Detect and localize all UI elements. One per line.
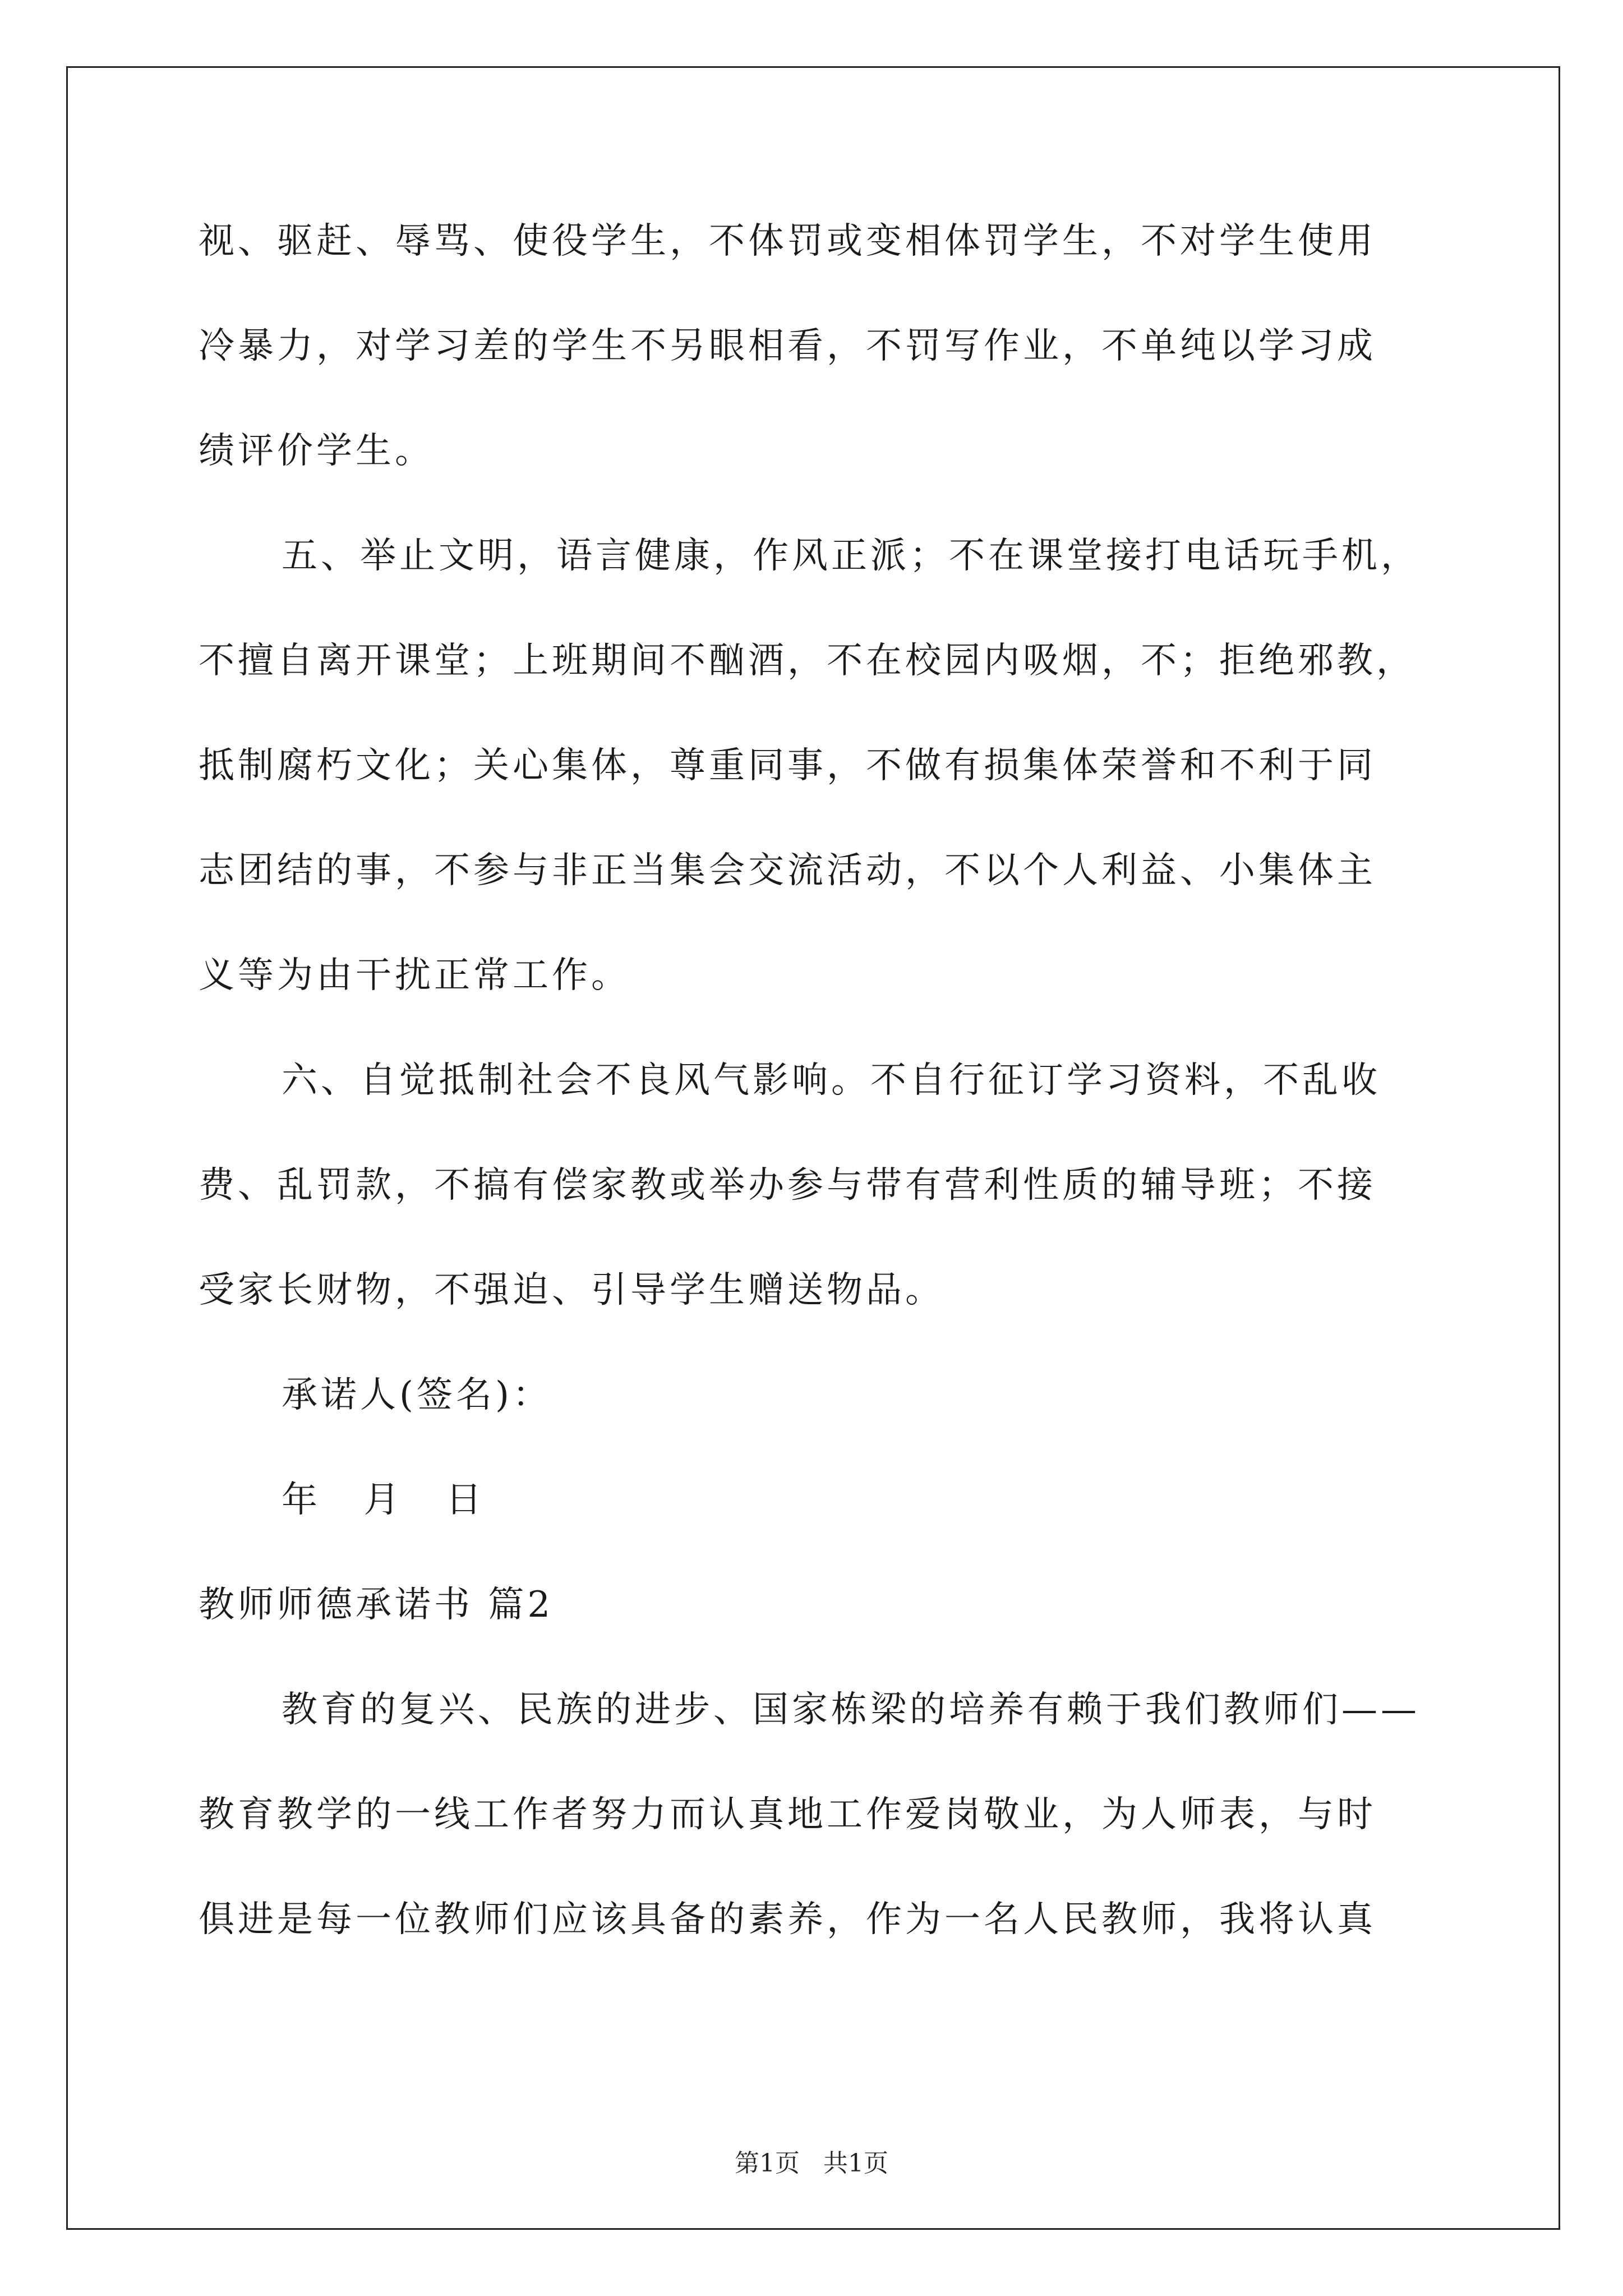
- text-line: 承诺人(签名)：: [282, 1374, 552, 1416]
- date-month: 月: [363, 1479, 403, 1521]
- text-line: 志团结的事，不参与非正当集会交流活动，不以个人利益、小集体主: [199, 850, 1376, 891]
- text-line: 冷暴力，对学习差的学生不另眼相看，不罚写作业，不单纯以学习成: [199, 325, 1376, 367]
- text-line: 五、举止文明，语言健康，作风正派；不在课堂接打电话玩手机，: [282, 535, 1420, 577]
- page-number: 第1页: [735, 2149, 800, 2178]
- date-line: [199, 1478, 1432, 1582]
- text-line: 俱进是每一位教师们应该具备的素养，作为一名人民教师，我将认真: [199, 1899, 1376, 1940]
- paragraph-block-before: [199, 219, 1432, 1478]
- page-total: 共1页: [823, 2149, 888, 2178]
- date-year: 年: [282, 1479, 321, 1521]
- text-line: 义等为由干扰正常工作。: [199, 955, 630, 996]
- paragraph-block-after: [199, 1687, 1432, 2002]
- text-line: 绩评价学生。: [199, 430, 434, 472]
- text-line: 六、自觉抵制社会不良风气影响。不自行征订学习资料，不乱收: [282, 1060, 1381, 1101]
- text-line: 不擅自离开课堂；上班期间不酗酒，不在校园内吸烟，不；拒绝邪教，: [199, 640, 1415, 682]
- text-line: 抵制腐朽文化；关心集体，尊重同事，不做有损集体荣誉和不利于同: [199, 745, 1376, 786]
- text-line: 视、驱赶、辱骂、使役学生，不体罚或变相体罚学生，不对学生使用: [199, 220, 1376, 262]
- date-day: 日: [445, 1479, 485, 1521]
- document-body: [199, 219, 1432, 2002]
- text-line: 教育的复兴、民族的进步、国家栋梁的培养有赖于我们教师们——: [282, 1689, 1420, 1731]
- text-line: 费、乱罚款，不搞有偿家教或举办参与带有营利性质的辅导班；不接: [199, 1165, 1376, 1206]
- text-line: 教育教学的一线工作者努力而认真地工作爱岗敬业，为人师表，与时: [199, 1794, 1376, 1835]
- page-footer: [0, 2143, 1623, 2179]
- section-heading: 教师师德承诺书 篇2: [199, 1584, 554, 1626]
- text-line: 受家长财物，不强迫、引导学生赠送物品。: [199, 1269, 944, 1311]
